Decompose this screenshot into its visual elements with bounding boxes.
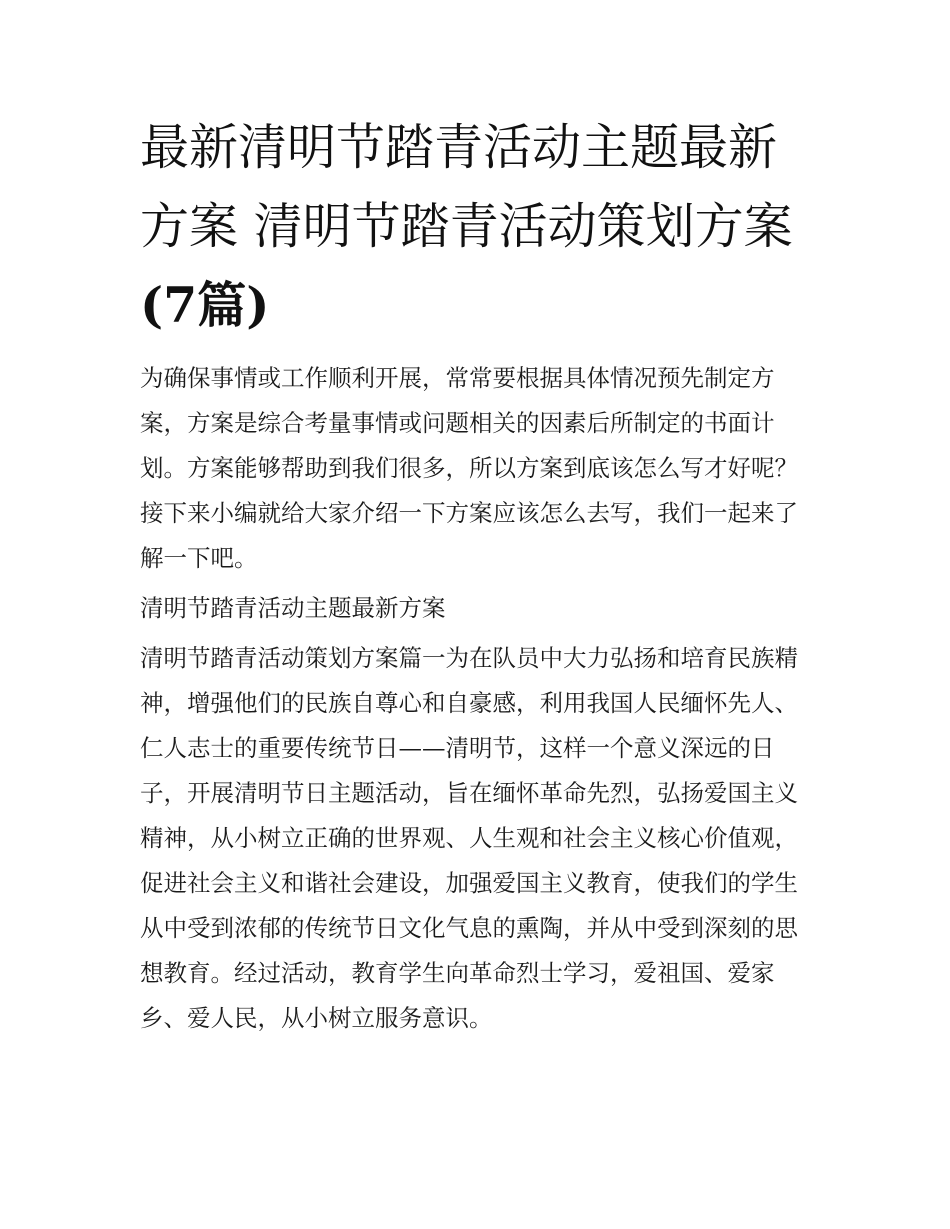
document-title <box>140 108 820 345</box>
document-title-main: 最新清明节踏青活动主题最新方案 清明节踏青活动策划方案 <box>140 119 793 255</box>
document-title-count: (7篇) <box>140 276 270 334</box>
document-body <box>140 356 820 1041</box>
section-paragraph: 清明节踏青活动策划方案篇一为在队员中大力弘扬和培育民族精神，增强他们的民族自尊心和自豪感，利用我国人民缅怀先人、仁人志士的重要传统节日——清明节，这样一个意义深远的日子，开展清明节日主题活动，旨在缅怀革命先烈，弘扬爱国主义精神，从小树立正确的世界观、人生观和社会主义核心价值观，促进社会主义和谐社会建设，加强爱国主义教育，使我们的学生从中受到浓郁的传统节日文化气息的熏陶，并从中受到深刻的思想教育。经过活动，教育学生向革命烈士学习，爱祖国、爱家乡、爱人民，从小树立服务意识。 <box>140 644 798 1032</box>
intro-paragraph: 为确保事情或工作顺利开展，常常要根据具体情况预先制定方案，方案是综合考量事情或问题相关的因素后所制定的书面计划。方案能够帮助到我们很多，所以方案到底该怎么写才好呢？接下来小编就给大家介绍一下方案应该怎么去写，我们一起来了解一下吧。 <box>140 364 798 572</box>
section-heading: 清明节踏青活动主题最新方案 <box>140 594 446 622</box>
